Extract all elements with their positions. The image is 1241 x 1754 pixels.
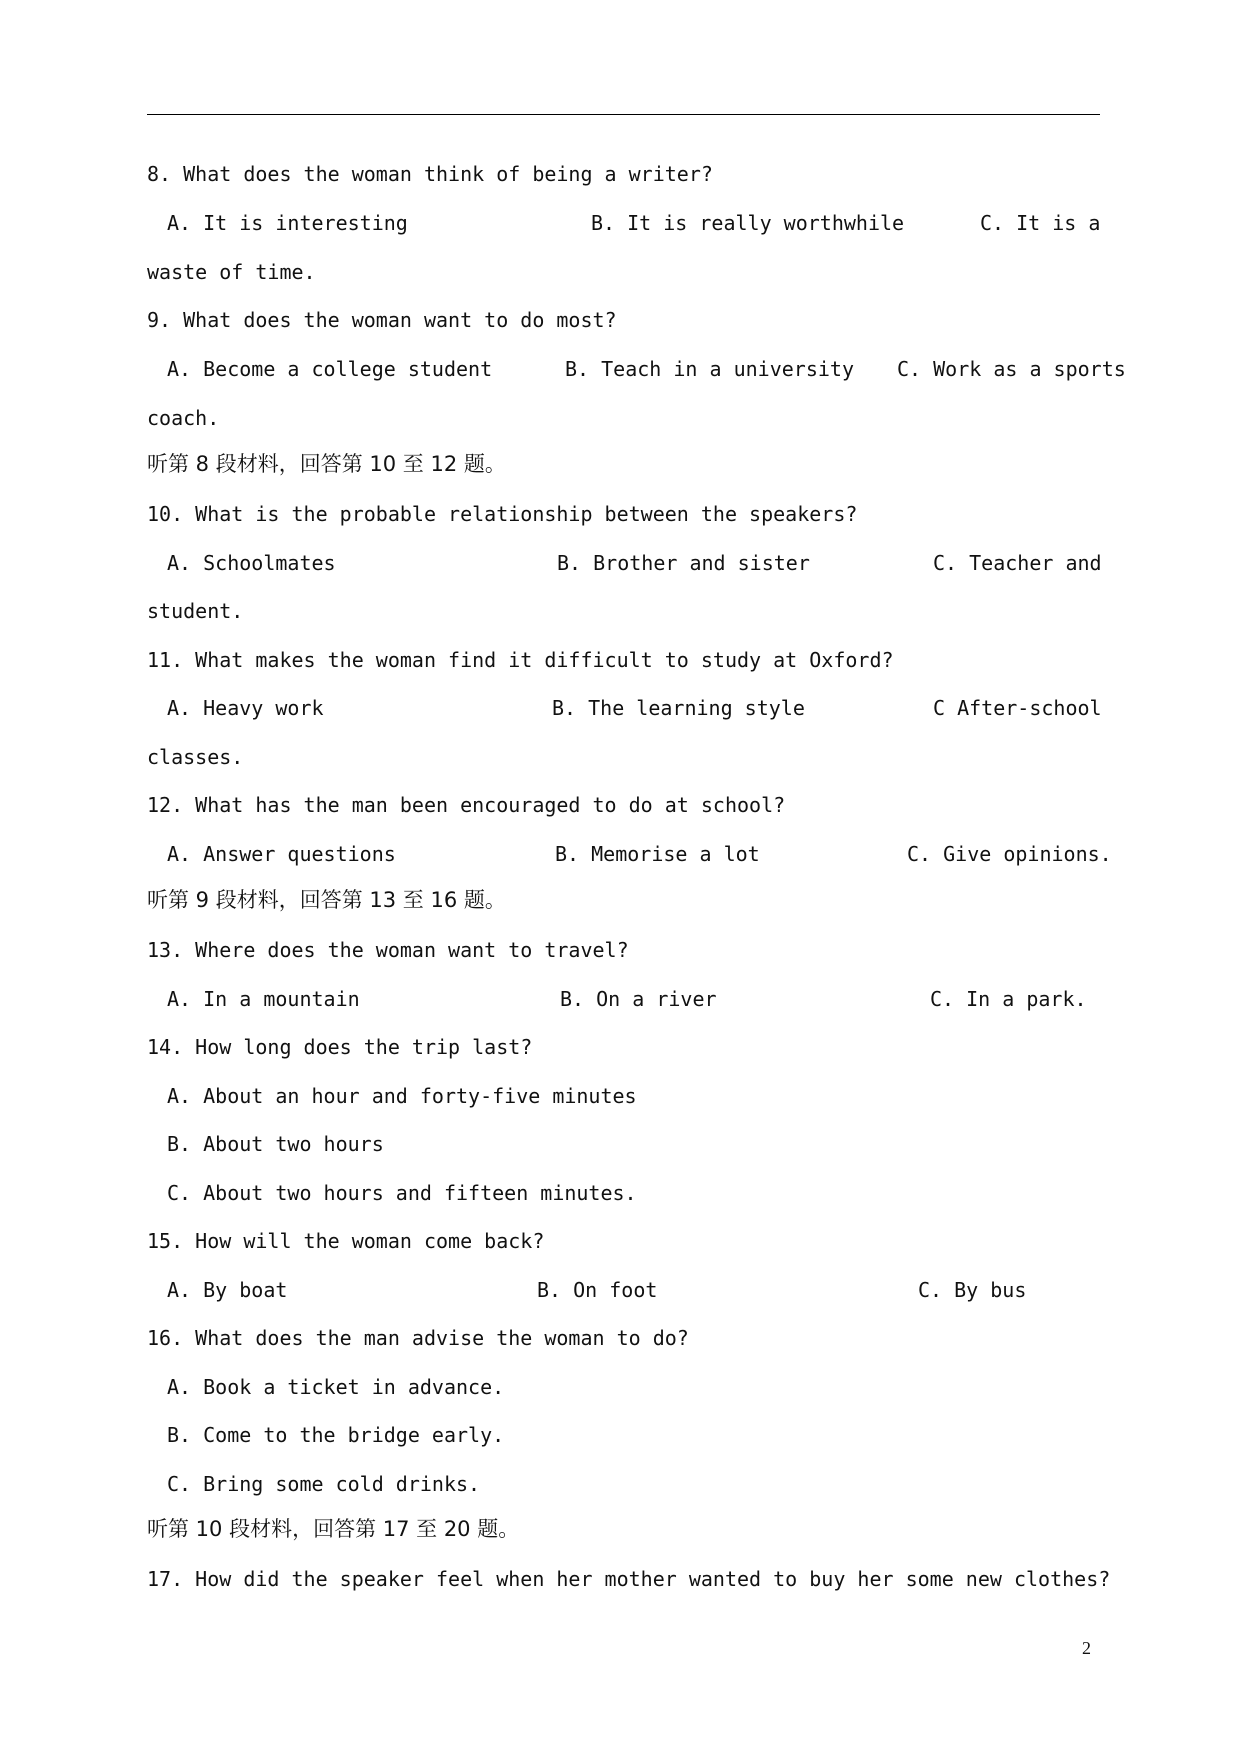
question-14-stem: 14. How long does the trip last? (147, 1035, 533, 1059)
section-heading-10: 听第 10 段材料，回答第 17 至 20 题。 (147, 1517, 520, 1541)
question-11-stem: 11. What makes the woman find it difficult to study at Oxford? (147, 648, 894, 672)
question-11-option-b: B. The learning style (552, 696, 805, 720)
question-15-option-a: A. By boat (167, 1278, 288, 1302)
question-9-stem: 9. What does the woman want to do most? (147, 308, 617, 332)
question-13-option-b: B. On a river (560, 987, 717, 1011)
page-number: 2 (1082, 1638, 1091, 1658)
question-15-option-b: B. On foot (537, 1278, 658, 1302)
question-17-stem: 17. How did the speaker feel when her mother wanted to buy her some new clothes? (147, 1567, 1111, 1591)
question-8-option-a: A. It is interesting (167, 211, 408, 235)
question-13-option-c: C. In a park. (930, 987, 1087, 1011)
question-9-option-c: C. Work as a sports (897, 357, 1126, 381)
question-8-option-c-continued: waste of time. (147, 260, 316, 284)
header-rule (147, 114, 1100, 115)
question-12-stem: 12. What has the man been encouraged to do at school? (147, 793, 786, 817)
question-10-option-a: A. Schoolmates (167, 551, 336, 575)
question-16-option-b: B. Come to the bridge early. (167, 1423, 505, 1447)
question-15-option-c: C. By bus (918, 1278, 1027, 1302)
question-11-option-a: A. Heavy work (167, 696, 324, 720)
question-10-option-c-continued: student. (147, 599, 244, 623)
question-11-option-c: C After-school (933, 696, 1102, 720)
question-8-stem: 8. What does the woman think of being a writer? (147, 162, 713, 186)
question-16-option-c: C. Bring some cold drinks. (167, 1472, 481, 1496)
question-12-option-a: A. Answer questions (167, 842, 396, 866)
question-14-option-a: A. About an hour and forty-five minutes (167, 1084, 637, 1108)
section-heading-9: 听第 9 段材料，回答第 13 至 16 题。 (147, 888, 506, 912)
question-8-option-c: C. It is a (980, 211, 1101, 235)
question-16-option-a: A. Book a ticket in advance. (167, 1375, 505, 1399)
question-10-option-c: C. Teacher and (933, 551, 1102, 575)
question-12-option-c: C. Give opinions. (907, 842, 1112, 866)
question-13-option-a: A. In a mountain (167, 987, 360, 1011)
question-10-option-b: B. Brother and sister (557, 551, 810, 575)
question-15-stem: 15. How will the woman come back? (147, 1229, 545, 1253)
question-9-option-b: B. Teach in a university (565, 357, 854, 381)
question-16-stem: 16. What does the man advise the woman to do? (147, 1326, 689, 1350)
question-13-stem: 13. Where does the woman want to travel? (147, 938, 629, 962)
question-12-option-b: B. Memorise a lot (555, 842, 760, 866)
question-10-stem: 10. What is the probable relationship between the speakers? (147, 502, 858, 526)
question-9-option-a: A. Become a college student (167, 357, 493, 381)
question-14-option-c: C. About two hours and fifteen minutes. (167, 1181, 637, 1205)
question-11-option-c-continued: classes. (147, 745, 244, 769)
question-8-option-b: B. It is really worthwhile (591, 211, 905, 235)
section-heading-8: 听第 8 段材料，回答第 10 至 12 题。 (147, 452, 506, 476)
question-9-option-c-continued: coach. (147, 406, 220, 430)
question-14-option-b: B. About two hours (167, 1132, 384, 1156)
